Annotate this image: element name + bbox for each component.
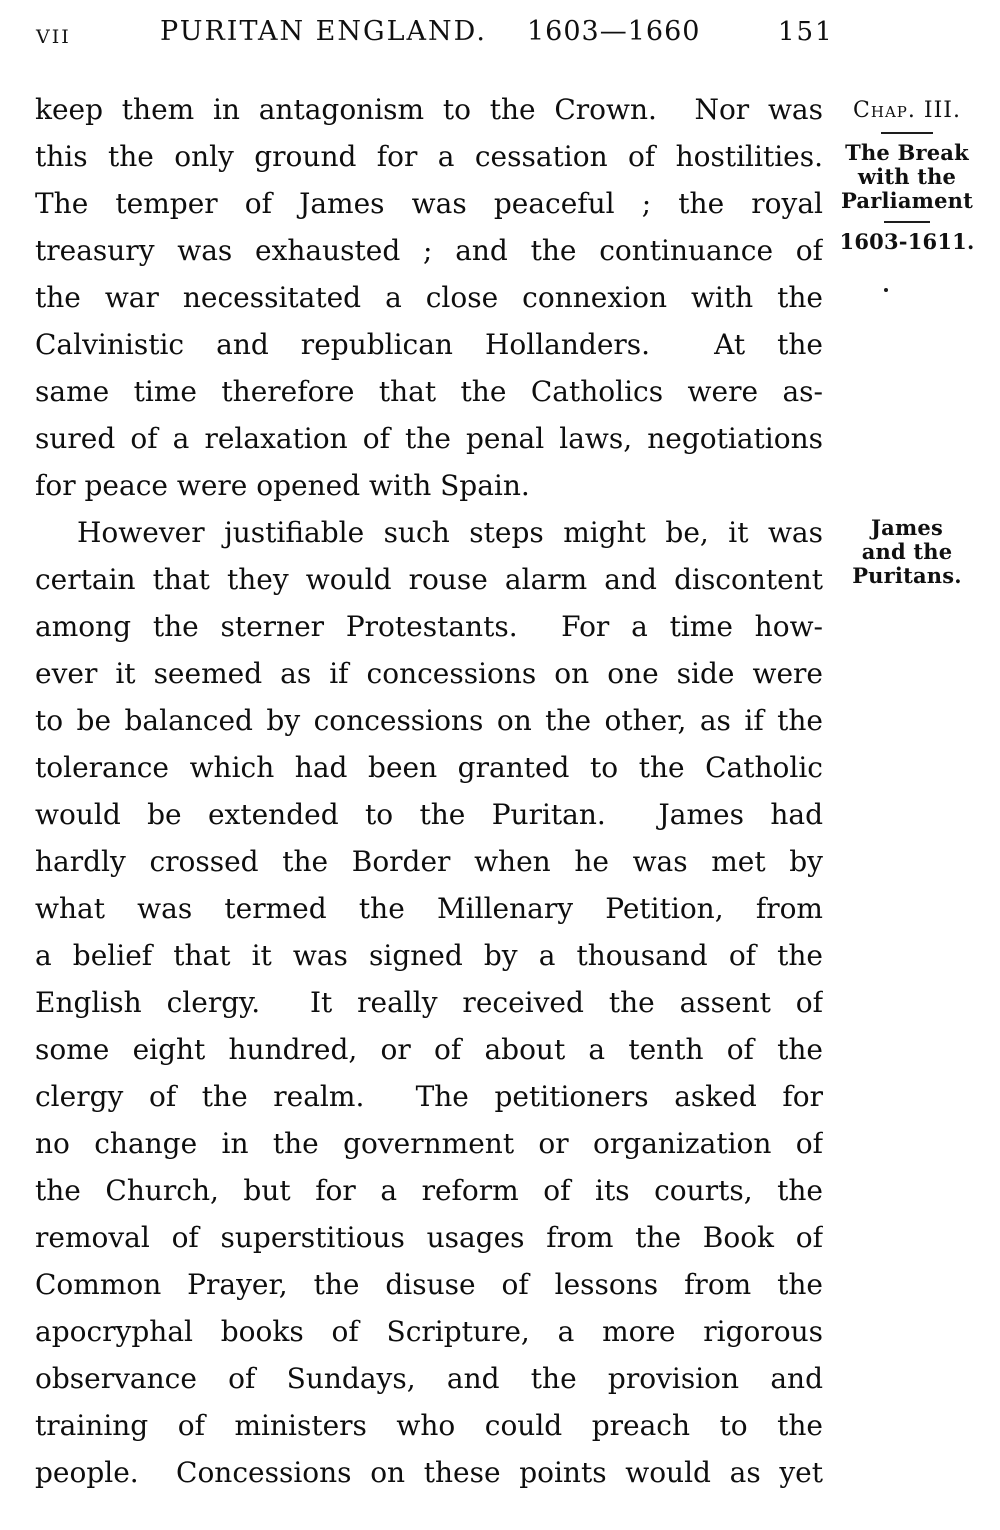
body-line: Calvinistic and republican Hollanders. At the — [35, 328, 823, 361]
body-line: among the sterner Protestants. For a time how- — [35, 610, 823, 643]
ink-dot-artifact — [884, 288, 888, 292]
margin-note-break-with-parliament — [832, 141, 982, 213]
page-title: PURITAN ENGLAND. — [160, 16, 487, 47]
body-line: this the only ground for a cessation of hostilities. — [35, 140, 823, 173]
body-line: no change in the government or organization of — [35, 1127, 823, 1160]
body-line: the Church, but for a reform of its courts, the — [35, 1174, 823, 1207]
margin-note-chapter: Chap. III. — [853, 98, 961, 123]
body-line: some eight hundred, or of about a tenth of the — [35, 1033, 823, 1066]
margin-note-chapter-group — [832, 98, 982, 254]
header-date-range: 1603—1660 — [527, 16, 701, 47]
body-line: to be balanced by concessions on the other, as if the — [35, 704, 823, 737]
body-line: The temper of James was peaceful ; the royal — [35, 187, 823, 220]
body-line: hardly crossed the Border when he was met by — [35, 845, 823, 878]
margin-note-line: The Break — [845, 140, 969, 165]
paragraph — [35, 509, 823, 1496]
body-line: what was termed the Millenary Petition, from — [35, 892, 823, 925]
body-line: sured of a relaxation of the penal laws, negotiations — [35, 422, 823, 455]
body-line: ever it seemed as if concessions on one side were — [35, 657, 823, 690]
margin-rule — [884, 221, 930, 223]
body-line: tolerance which had been granted to the Catholic — [35, 751, 823, 784]
margin-note-james-puritans — [832, 516, 982, 588]
body-line: observance of Sundays, and the provision and — [35, 1362, 823, 1395]
body-line: for peace were opened with Spain. — [35, 469, 530, 502]
margin-note-dates: 1603-1611. — [839, 229, 975, 254]
margin-rule — [881, 132, 933, 134]
margin-note-line: James — [871, 515, 943, 540]
body-line: people. Concessions on these points would as yet — [35, 1456, 823, 1489]
body-line: the war necessitated a close connexion with the — [35, 281, 823, 314]
body-line: same time therefore that the Catholics were as- — [35, 375, 823, 408]
body-line: keep them in antagonism to the Crown. Nor was — [35, 93, 823, 126]
body-line: apocryphal books of Scripture, a more rigorous — [35, 1315, 823, 1348]
running-head — [0, 0, 1000, 60]
body-line: certain that they would rouse alarm and discontent — [35, 563, 823, 596]
page-number: 151 — [778, 17, 834, 47]
paragraph — [35, 86, 823, 509]
chapter-numeral: VII — [36, 26, 71, 48]
body-line: However justifiable such steps might be, it was — [77, 516, 823, 549]
body-line: English clergy. It really received the assent of — [35, 986, 823, 1019]
margin-note-line: Puritans. — [852, 563, 962, 588]
body-line: a belief that it was signed by a thousand of the — [35, 939, 823, 972]
margin-note-line: and the — [861, 539, 953, 564]
body-text — [35, 86, 823, 1496]
body-line: clergy of the realm. The petitioners asked for — [35, 1080, 823, 1113]
body-line: would be extended to the Puritan. James had — [35, 798, 823, 831]
body-line: Common Prayer, the disuse of lessons from the — [35, 1268, 823, 1301]
body-line: removal of superstitious usages from the Book of — [35, 1221, 823, 1254]
body-line: training of ministers who could preach to the — [35, 1409, 823, 1442]
margin-note-line: Parliament — [840, 188, 973, 213]
margin-note-line: with the — [857, 164, 957, 189]
body-line: treasury was exhausted ; and the continuance of — [35, 234, 823, 267]
